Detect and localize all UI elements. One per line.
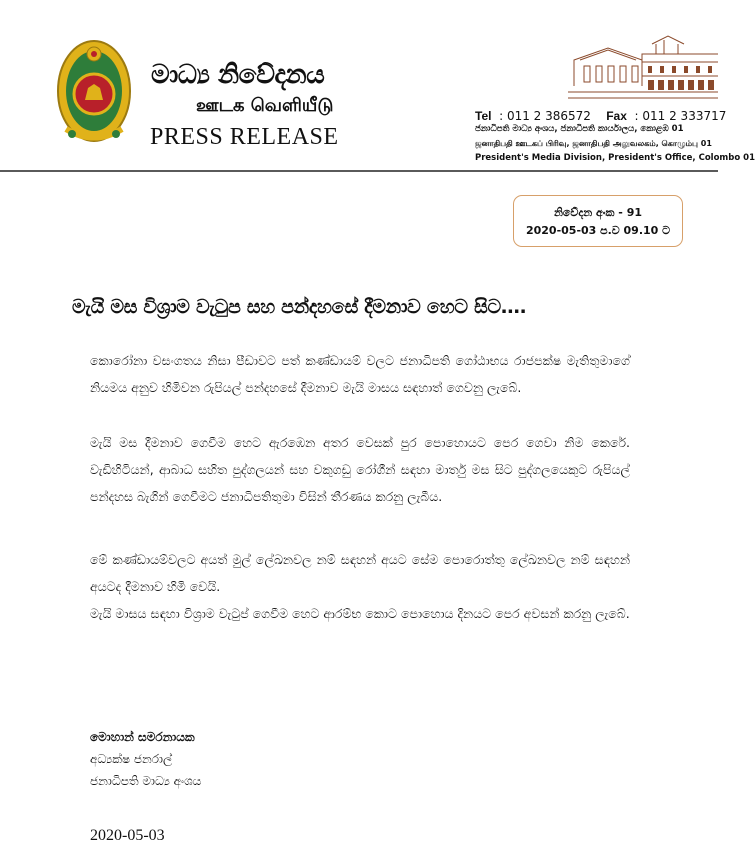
fax-label: Fax: [606, 109, 627, 123]
title-sinhala: මාධ්‍ය නිවේදනය: [151, 60, 325, 90]
address-tamil: ஜனாதிபதி ஊடகப் பிரிவு, ஜனாதிபதி அலுவலகம், கொழும்பு 01: [475, 139, 712, 148]
title-tamil: ஊடக வெளியீடு: [196, 95, 334, 116]
title-english: PRESS RELEASE: [150, 124, 339, 150]
tel-label: Tel: [475, 109, 492, 123]
reference-box: [513, 195, 683, 247]
signatory-title: අධ්‍යක්ෂ ජනරාල්: [90, 752, 173, 766]
body-paragraph-4: මැයි මාසය සඳහා විශ්‍රාම වැටුප් ගෙවීම හෙට ආරම්භ කොට පොහොය දිනයට පෙර අවසන් කරනු ලැබේ.: [90, 606, 630, 621]
body-paragraph-2: මැයි මස දීමනාව ගෙවීම හෙට ඇරඹෙන අතර වෙසක් පුර පොහොයට පෙර ගෙවා නිම කෙරේ. වැඩිහිටියන්, ආබාධ සහිත පුද්ගලයන් සහ වකුගඩු රෝගීන් සඳහා මාර්තු මස සිට පුද්ගලයෙකුට රුපියල් පන්දහස බැගින් ගෙවීමට ජනාධිපතිතුමා විසින් තීරණය කරනු ලැබීය.: [90, 435, 630, 504]
headline: මැයි මස විශ්‍රාම වැටුප සහ පන්දහසේ දීමනාව හෙට සිට….: [72, 296, 527, 318]
footer-date: 2020-05-03: [90, 827, 165, 844]
release-number: නිවේදන අංක - 91: [553, 206, 642, 219]
tel-number: : 011 2 386572: [499, 109, 591, 123]
body-paragraph-3: මේ කණ්ඩායම්වලට අයත් මුල් ලේඛනවල නම් සඳහන් අයට සේම පොරොත්තු ලේඛනවල නම් සඳහන් අයටද දීමනාව හිමි වෙයි.: [90, 552, 630, 594]
body-paragraph-1: කොරෝනා වසංගතය නිසා පීඩාවට පත් කණ්ඩායම් වලට ජනාධිපති ගෝඨාභය රාජපක්ෂ මැතිතුමාගේ නියමය අනුව හිමිවන රුපියල් පන්දහසේ දීමනාව මැයි මාසය සඳහාත් ගෙවනු ලැබේ.: [90, 353, 630, 395]
address-english: President's Media Division, President's Office, Colombo 01: [475, 153, 755, 163]
signatory-department: ජනාධිපති මාධ්‍ය අංශය: [90, 774, 202, 788]
signatory-name: මොහාන් සමරනායක: [90, 730, 195, 744]
address-sinhala: ජනාධිපති මාධ්‍ය අංශය, ජනාධිපති කාර්යාලය, කොළඹ 01: [475, 124, 684, 134]
header-divider: [0, 170, 718, 172]
sri-lanka-emblem-icon: [52, 34, 136, 148]
fax-number: : 011 2 333717: [634, 109, 727, 123]
contact-numbers: [475, 109, 726, 123]
presidents-house-icon: [568, 26, 718, 110]
release-datetime: 2020-05-03 ප.ව 09.10 ට: [525, 224, 671, 237]
